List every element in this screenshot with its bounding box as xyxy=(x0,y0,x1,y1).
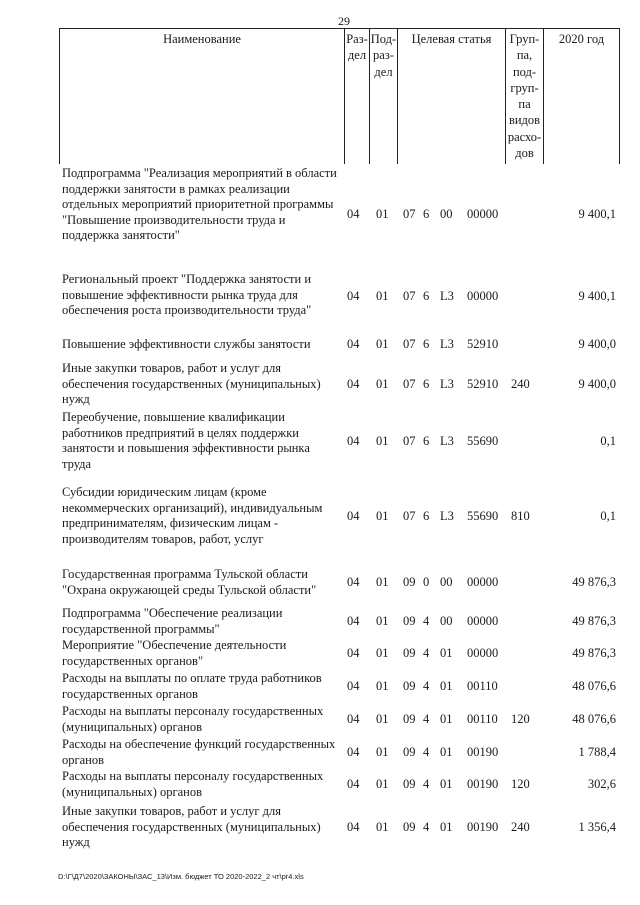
row-podrazdel: 01 xyxy=(376,434,389,448)
row-razdel: 04 xyxy=(347,377,360,391)
row-target-event: 00 xyxy=(440,207,453,221)
row-target-direction: 00000 xyxy=(467,575,499,589)
row-razdel: 04 xyxy=(347,509,360,523)
row-target-direction: 00190 xyxy=(467,777,499,791)
row-target-event: 00 xyxy=(440,575,453,589)
row-amount: 302,6 xyxy=(587,777,616,791)
row-target-program: 09 xyxy=(403,614,416,628)
row-target-program: 09 xyxy=(403,575,416,589)
row-podrazdel: 01 xyxy=(376,745,389,759)
row-amount: 48 076,6 xyxy=(572,712,616,726)
row-amount: 1 356,4 xyxy=(578,820,616,834)
row-target-subprogram: 4 xyxy=(423,777,430,791)
row-name: Расходы на выплаты персоналу государственных (муниципальных) органов xyxy=(62,769,324,799)
row-razdel: 04 xyxy=(347,646,360,660)
row-target-program: 09 xyxy=(403,646,416,660)
row-target-subprogram: 6 xyxy=(423,337,430,351)
row-podrazdel: 01 xyxy=(376,614,389,628)
header-razdel: Раз- дел xyxy=(344,29,369,164)
row-target-direction: 00190 xyxy=(467,820,499,834)
header-name: Наименование xyxy=(59,29,344,164)
row-name: Иные закупки товаров, работ и услуг для обеспечения государственных (муниципальных) нужд xyxy=(62,361,321,407)
row-target-subprogram: 4 xyxy=(423,614,430,628)
row-target-program: 07 xyxy=(403,207,416,221)
row-expense-type: 120 xyxy=(511,712,530,726)
row-razdel: 04 xyxy=(347,575,360,589)
row-razdel: 04 xyxy=(347,820,360,834)
row-name: Переобучение, повышение квалификации работников предприятий в целях поддержки занятости и повышения эффективности рынка труда xyxy=(62,410,310,471)
row-target-program: 07 xyxy=(403,509,416,523)
row-target-program: 07 xyxy=(403,337,416,351)
row-target-subprogram: 0 xyxy=(423,575,430,589)
row-podrazdel: 01 xyxy=(376,820,389,834)
header-year: 2020 год xyxy=(543,29,620,164)
row-name: Субсидии юридическим лицам (кроме некоммерческих организаций), индивидуальным предпринимателям, физическим лицам - производителям товаров, работ, услуг xyxy=(62,485,323,546)
row-target-subprogram: 6 xyxy=(423,434,430,448)
row-target-program: 09 xyxy=(403,712,416,726)
row-expense-type: 240 xyxy=(511,377,530,391)
row-name: Расходы на выплаты по оплате труда работников государственных органов xyxy=(62,671,322,701)
row-target-subprogram: 4 xyxy=(423,679,430,693)
row-amount: 9 400,1 xyxy=(578,207,616,221)
header-target: Целевая статья xyxy=(397,29,505,164)
row-target-event: L3 xyxy=(440,377,454,391)
row-amount: 49 876,3 xyxy=(572,614,616,628)
row-amount: 48 076,6 xyxy=(572,679,616,693)
row-target-event: 01 xyxy=(440,646,453,660)
row-amount: 49 876,3 xyxy=(572,575,616,589)
row-amount: 1 788,4 xyxy=(578,745,616,759)
row-target-program: 09 xyxy=(403,679,416,693)
row-podrazdel: 01 xyxy=(376,207,389,221)
row-target-subprogram: 6 xyxy=(423,509,430,523)
row-amount: 9 400,1 xyxy=(578,289,616,303)
row-target-direction: 00000 xyxy=(467,646,499,660)
row-podrazdel: 01 xyxy=(376,377,389,391)
row-name: Подпрограмма "Реализация мероприятий в области поддержки занятости в рамках реализации отдельных мероприятий приоритетной программы "Повышение производительности труда и поддержка занятости" xyxy=(62,166,337,243)
row-target-direction: 55690 xyxy=(467,509,499,523)
row-podrazdel: 01 xyxy=(376,289,389,303)
row-name: Государственная программа Тульской области "Охрана окружающей среды Тульской области" xyxy=(62,567,317,597)
row-razdel: 04 xyxy=(347,745,360,759)
row-expense-type: 120 xyxy=(511,777,530,791)
row-target-program: 07 xyxy=(403,377,416,391)
row-razdel: 04 xyxy=(347,679,360,693)
row-target-event: L3 xyxy=(440,289,454,303)
row-target-direction: 00110 xyxy=(467,712,498,726)
row-razdel: 04 xyxy=(347,712,360,726)
row-target-subprogram: 6 xyxy=(423,207,430,221)
row-target-program: 09 xyxy=(403,777,416,791)
table-header xyxy=(59,28,620,164)
row-name: Расходы на обеспечение функций государственных органов xyxy=(62,737,336,767)
row-target-program: 09 xyxy=(403,820,416,834)
row-target-direction: 52910 xyxy=(467,377,499,391)
row-target-direction: 00000 xyxy=(467,614,499,628)
row-target-event: 01 xyxy=(440,679,453,693)
row-razdel: 04 xyxy=(347,614,360,628)
row-podrazdel: 01 xyxy=(376,337,389,351)
row-name: Мероприятие "Обеспечение деятельности государственных органов" xyxy=(62,638,287,668)
row-target-subprogram: 6 xyxy=(423,377,430,391)
page-number: 29 xyxy=(338,14,350,28)
row-name: Подпрограмма "Обеспечение реализации государственной программы" xyxy=(62,606,283,636)
header-group: Груп- па, под- груп- па видов расхо- дов xyxy=(505,29,543,164)
row-target-subprogram: 6 xyxy=(423,289,430,303)
row-target-program: 07 xyxy=(403,434,416,448)
row-expense-type: 240 xyxy=(511,820,530,834)
header-podrazdel: Под- раз- дел xyxy=(369,29,397,164)
row-target-direction: 00000 xyxy=(467,207,499,221)
row-target-program: 09 xyxy=(403,745,416,759)
row-target-subprogram: 4 xyxy=(423,646,430,660)
row-target-subprogram: 4 xyxy=(423,712,430,726)
row-amount: 9 400,0 xyxy=(578,337,616,351)
row-target-event: 01 xyxy=(440,820,453,834)
row-razdel: 04 xyxy=(347,337,360,351)
row-name: Повышение эффективности службы занятости xyxy=(62,337,311,351)
row-target-subprogram: 4 xyxy=(423,745,430,759)
row-target-event: 01 xyxy=(440,777,453,791)
row-razdel: 04 xyxy=(347,777,360,791)
row-podrazdel: 01 xyxy=(376,509,389,523)
row-target-event: 01 xyxy=(440,745,453,759)
row-target-event: 00 xyxy=(440,614,453,628)
row-name: Иные закупки товаров, работ и услуг для обеспечения государственных (муниципальных) нужд xyxy=(62,804,321,850)
row-target-event: L3 xyxy=(440,434,454,448)
row-target-event: 01 xyxy=(440,712,453,726)
row-name: Расходы на выплаты персоналу государственных (муниципальных) органов xyxy=(62,704,324,734)
row-amount: 0,1 xyxy=(600,509,616,523)
row-razdel: 04 xyxy=(347,289,360,303)
row-expense-type: 810 xyxy=(511,509,530,523)
row-name: Региональный проект "Поддержка занятости и повышение эффективности рынка труда для обеспечения роста производительности труда" xyxy=(62,272,312,318)
row-podrazdel: 01 xyxy=(376,646,389,660)
row-target-event: L3 xyxy=(440,337,454,351)
row-target-direction: 00190 xyxy=(467,745,499,759)
row-target-program: 07 xyxy=(403,289,416,303)
row-amount: 0,1 xyxy=(600,434,616,448)
row-amount: 49 876,3 xyxy=(572,646,616,660)
row-podrazdel: 01 xyxy=(376,575,389,589)
row-razdel: 04 xyxy=(347,434,360,448)
row-podrazdel: 01 xyxy=(376,712,389,726)
row-podrazdel: 01 xyxy=(376,679,389,693)
row-target-direction: 00110 xyxy=(467,679,498,693)
row-podrazdel: 01 xyxy=(376,777,389,791)
row-target-event: L3 xyxy=(440,509,454,523)
row-target-subprogram: 4 xyxy=(423,820,430,834)
file-path-footer: D:\Г\Д7\2020\ЗАКОНЫ\ЗАС_13\Изм. бюджет ТО 2020-2022_2 чт\pr4.xls xyxy=(58,872,304,881)
row-target-direction: 00000 xyxy=(467,289,499,303)
row-amount: 9 400,0 xyxy=(578,377,616,391)
row-razdel: 04 xyxy=(347,207,360,221)
row-target-direction: 52910 xyxy=(467,337,499,351)
row-target-direction: 55690 xyxy=(467,434,499,448)
